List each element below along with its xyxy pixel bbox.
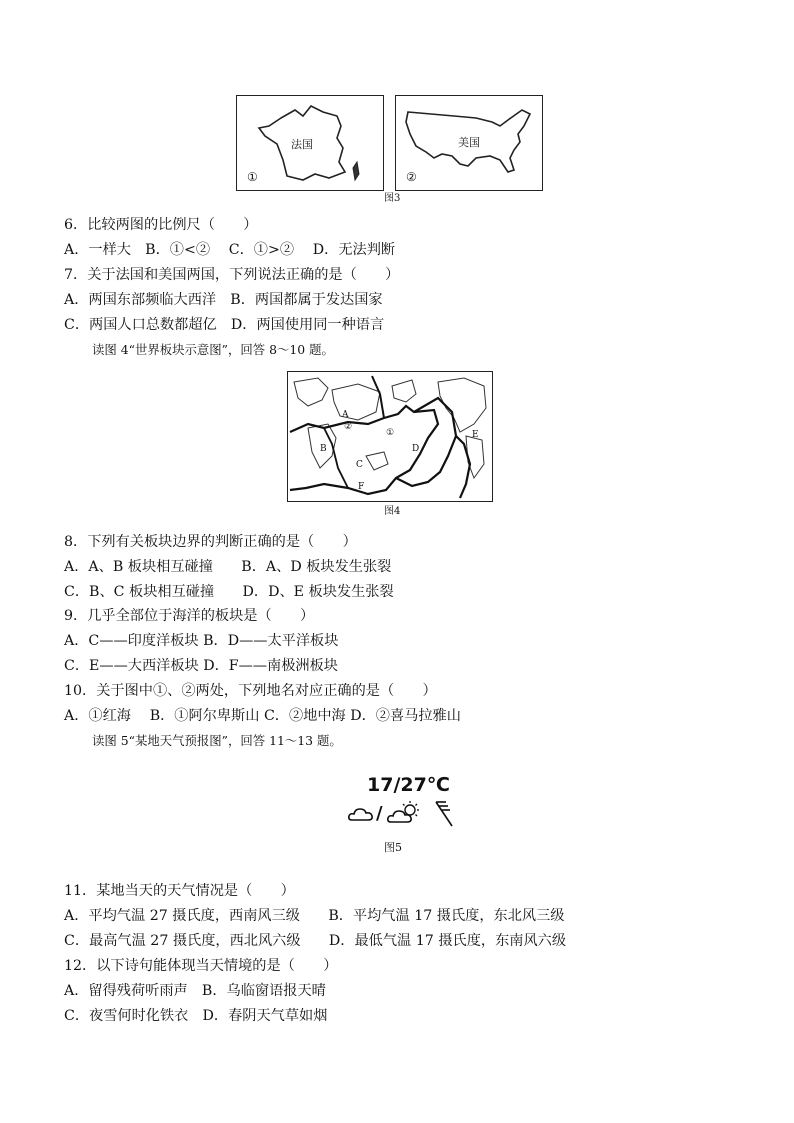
question-12-stem: 12．以下诗句能体现当天情境的是（ ） (64, 958, 338, 974)
question-8-stem: 8．下列有关板块边界的判断正确的是（ ） (64, 534, 357, 550)
question-6-stem: 6．比较两图的比例尺（ ） (64, 217, 258, 233)
partly-sunny-icon (386, 800, 422, 826)
question-11-options-2: C．最高气温 27 摄氏度，西北风六级 D．最低气温 17 摄氏度，东南风六级 (64, 933, 567, 949)
cloud-icon (347, 804, 375, 824)
question-12-options-2: C．夜雪何时化铁衣 D．春阴天气草如烟 (64, 1008, 328, 1024)
question-12-options-1: A．留得残荷听雨声 B．乌临窗语报天晴 (64, 983, 326, 999)
plate-label-c: C (356, 460, 363, 470)
plate-label-d: D (412, 444, 420, 454)
question-9-options-1: A．C——印度洋板块 B．D——太平洋板块 (64, 633, 339, 649)
plate-label-a: A (342, 410, 349, 420)
france-map (236, 95, 384, 191)
figure-4-caption: 图4 (384, 506, 401, 517)
forecast-temperature: 17/27℃ (367, 774, 450, 796)
question-8-options-2: C．B、C 板块相互碰撞 D．D、E 板块发生张裂 (64, 584, 394, 600)
forecast-slash: / (376, 803, 383, 824)
question-6-options: A．一样大 B．①<② C．①>② D．无法判断 (64, 242, 396, 258)
wind-barb-icon (432, 800, 456, 830)
question-9-options-2: C．E——大西洋板块 D．F——南极洲板块 (64, 658, 338, 674)
usa-label: 美国 (458, 136, 480, 149)
location-marker-2: ② (344, 422, 353, 432)
figure-5-caption: 图5 (384, 841, 402, 854)
plate-label-e: E (472, 430, 479, 440)
plate-label-b: B (320, 444, 327, 454)
figure-4-instruction: 读图 4“世界板块示意图”，回答 8～10 题。 (92, 342, 334, 357)
map1-marker: ① (247, 170, 258, 184)
question-11-stem: 11．某地当天的天气情况是（ ） (64, 883, 295, 899)
figure-5-instruction: 读图 5“某地天气预报图”，回答 11～13 题。 (92, 733, 342, 748)
question-7-options-2: C．两国人口总数都超亿 D．两国使用同一种语言 (64, 317, 385, 333)
question-7-options-1: A．两国东部频临大西洋 B．两国都属于发达国家 (64, 292, 383, 308)
france-label: 法国 (291, 138, 313, 151)
question-10-options: A．①红海 B．①阿尔卑斯山 C．②地中海 D．②喜马拉雅山 (64, 708, 461, 724)
figure-3-caption: 图3 (384, 193, 401, 204)
question-9-stem: 9．几乎全部位于海洋的板块是（ ） (64, 608, 315, 624)
question-11-options-1: A．平均气温 27 摄氏度，西南风三级 B．平均气温 17 摄氏度，东北风三级 (64, 908, 565, 924)
question-7-stem: 7．关于法国和美国两国，下列说法正确的是（ ） (64, 267, 400, 283)
plate-label-f: F (358, 482, 365, 492)
usa-map (395, 95, 543, 191)
world-plates-map (287, 371, 493, 502)
map2-marker: ② (406, 170, 417, 184)
question-10-stem: 10．关于图中①、②两处，下列地名对应正确的是（ ） (64, 683, 437, 699)
question-8-options-1: A．A、B 板块相互碰撞 B．A、D 板块发生张裂 (64, 559, 392, 575)
location-marker-1: ① (386, 428, 395, 438)
